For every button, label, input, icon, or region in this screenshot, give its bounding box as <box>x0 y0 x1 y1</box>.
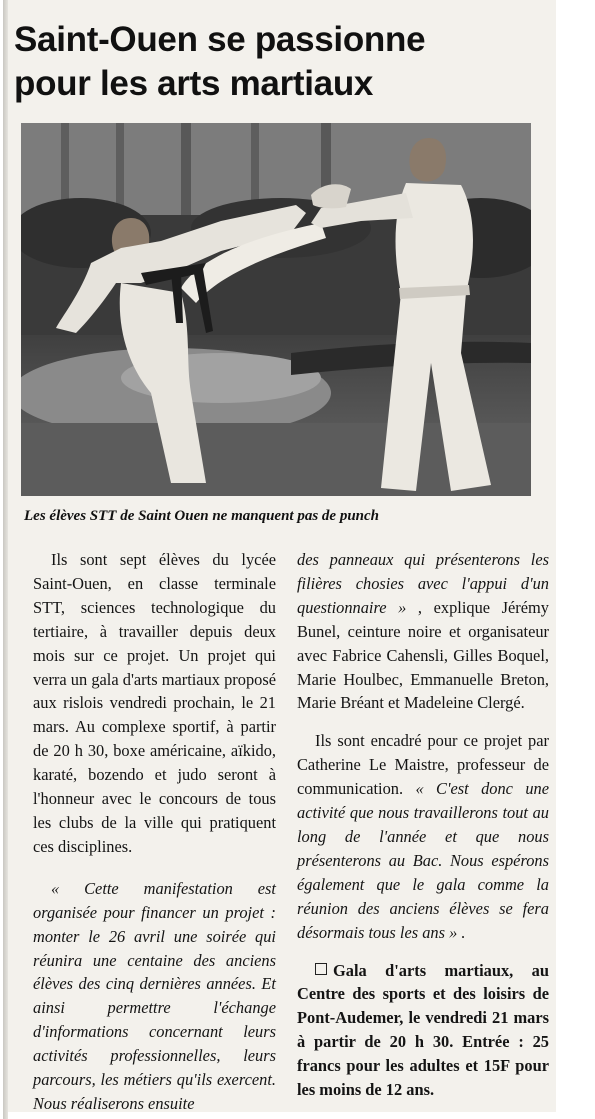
paragraph-quote-continued <box>297 548 549 715</box>
article-column-right <box>297 548 549 1102</box>
martial-arts-photo <box>21 123 531 496</box>
headline-line-1: Saint-Ouen se passionne <box>14 20 426 59</box>
paragraph-teacher <box>297 729 549 944</box>
paragraph-intro: Ils sont sept élèves du lycée Saint-Ouen, en classe terminale STT, sciences technologique du tertiaire, à travailler depuis deux mois sur ce projet. Un projet qui verra un gala d'arts martiaux proposé aux rislois vendredi prochain, le 21 mars. Au complexe sportif, à partir de 20 h 30, boxe américaine, aïkido, karaté, bozendo et judo seront à l'honneur avec le concours de tous les clubs de la ville qui pratiquent ces disciplines. <box>33 550 276 856</box>
headline-line-2: pour les arts martiaux <box>14 64 374 103</box>
quote-continued-text: des panneaux qui présenterons les filières chosies avec l'appui d'un questionnaire » <box>297 550 549 617</box>
scan-left-edge <box>0 0 8 1119</box>
article-column-left <box>33 548 276 1116</box>
photo-caption: Les élèves STT de Saint Ouen ne manquent pas de punch <box>24 508 380 524</box>
teacher-quote: « C'est donc une activité que nous travaillerons tout au long de l'année et que nous présenterons au Bac. Nous espérons également que le gala comme la réunion des anciens élèves se fera désormais tous les ans » . <box>297 779 549 942</box>
teacher-text: Ils sont encadré pour ce projet par Catherine Le Maistre, professeur de communication. <box>297 731 549 799</box>
scan-right-margin <box>556 0 595 1119</box>
checkbox-square-icon <box>315 963 327 975</box>
event-info-text: Gala d'arts martiaux, au Centre des sports et des loisirs de Pont-Audemer, le vendredi 21 mars à partir de 20 h 30. Entrée : 25 francs pour les adultes et 15F pour les moins de 12 ans. <box>297 960 549 1100</box>
quote-attribution: , explique Jérémy Bunel, ceinture noire et organisateur avec Fabrice Cahensli, Gilles Boquel, Marie Houlbec, Emmanuelle Breton, Marie Bréant et Madeleine Clergé. <box>297 597 549 713</box>
article-headline <box>14 18 534 106</box>
paragraph-quote: « Cette manifestation est organisée pour financer un projet : monter le 26 avril une soirée qui réunira une centaine des anciens élèves des cinq dernières années. Et ainsi permettre l'échange d'informations concernant leurs activités professionnelles, leurs parcours, les métiers qu'ils exercent. Nous réaliserons ensuite <box>33 878 276 1113</box>
photo-illustration <box>21 123 531 496</box>
event-info <box>297 959 549 1102</box>
